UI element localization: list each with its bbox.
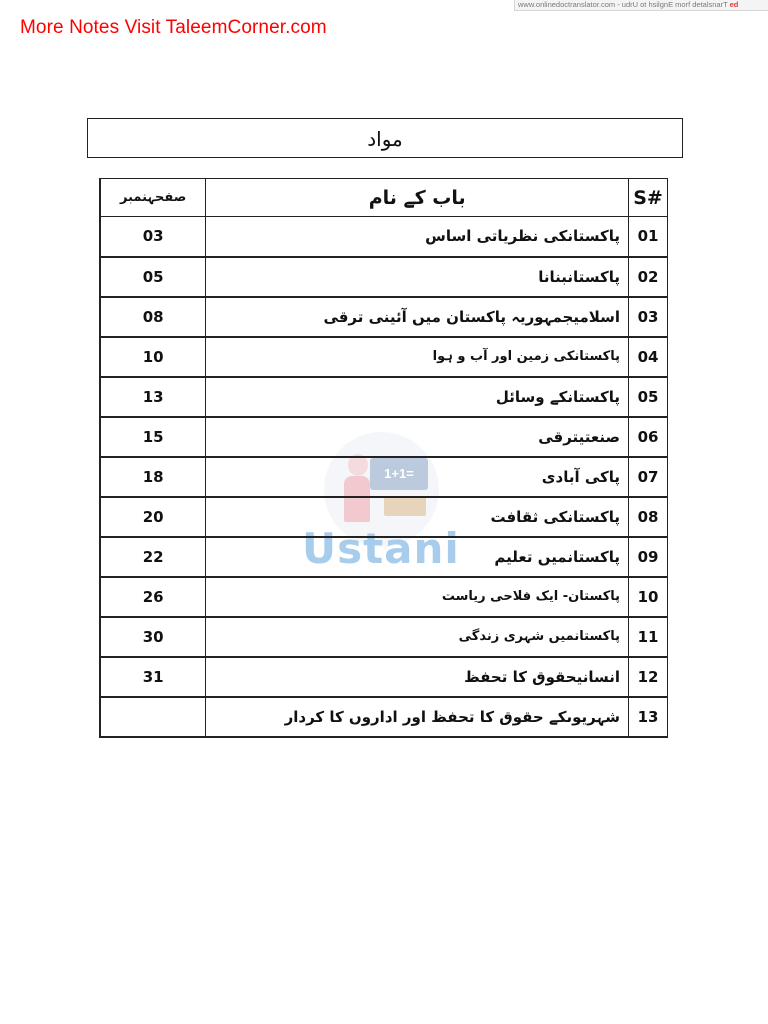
table-row [100, 497, 668, 537]
chapter-cell: اسلامیجمہوریہ پاکستان میں آئینی ترقی [206, 297, 629, 337]
chapter-cell: پاکستانمیں شہری زندگی [206, 617, 629, 657]
serial-cell: 11 [629, 617, 668, 657]
page-cell: 10 [100, 337, 206, 377]
page-cell: 30 [100, 617, 206, 657]
header-page-number: صفحہنمبر [100, 179, 206, 217]
watermark-brand: Ustani [302, 524, 460, 573]
serial-cell: 03 [629, 297, 668, 337]
table-row [100, 577, 668, 617]
serial-cell: 02 [629, 257, 668, 297]
page-cell: 31 [100, 657, 206, 697]
page-cell: 03 [100, 217, 206, 257]
serial-cell: 08 [629, 497, 668, 537]
promo-link[interactable]: More Notes Visit TaleemCorner.com [20, 17, 327, 38]
page-cell: 08 [100, 297, 206, 337]
serial-cell: 01 [629, 217, 668, 257]
serial-cell: 05 [629, 377, 668, 417]
chapter-cell: صنعتیترقی [206, 417, 629, 457]
table-row [100, 297, 668, 337]
serial-cell: 10 [629, 577, 668, 617]
serial-cell: 07 [629, 457, 668, 497]
table-header-row [100, 179, 668, 217]
watermark-board: 1+1= [370, 458, 428, 490]
page-cell: 18 [100, 457, 206, 497]
header-serial: S# [629, 179, 668, 217]
chapter-cell: پاکستانمیں تعلیم [206, 537, 629, 577]
table-row [100, 537, 668, 577]
page-cell: 22 [100, 537, 206, 577]
contents-table [99, 178, 668, 738]
page-title: مواد [87, 118, 683, 158]
header-chapter-name: باب کے نام [206, 179, 629, 217]
translator-banner[interactable] [514, 0, 768, 11]
translator-text: www.onlinedoctranslator.com - udrU ot hsilgnE morf detalsnarT [518, 0, 728, 9]
serial-cell: 12 [629, 657, 668, 697]
page-cell [100, 697, 206, 737]
table-row [100, 377, 668, 417]
page-cell: 26 [100, 577, 206, 617]
serial-cell: 13 [629, 697, 668, 737]
page-cell: 20 [100, 497, 206, 537]
table-row [100, 217, 668, 257]
table-row [100, 697, 668, 737]
chapter-cell: پاکی آبادی [206, 457, 629, 497]
chapter-cell: پاکستانکی نظریاتی اساس [206, 217, 629, 257]
table-row [100, 457, 668, 497]
page-cell: 05 [100, 257, 206, 297]
serial-cell: 04 [629, 337, 668, 377]
chapter-cell: پاکستانکی زمین اور آب و ہوا [206, 337, 629, 377]
serial-cell: 06 [629, 417, 668, 457]
chapter-cell: شہریوںکے حقوق کا تحفظ اور اداروں کا کردار [206, 697, 629, 737]
serial-cell: 09 [629, 537, 668, 577]
page-cell: 15 [100, 417, 206, 457]
page-cell: 13 [100, 377, 206, 417]
table-row [100, 257, 668, 297]
table-row [100, 337, 668, 377]
table-row [100, 617, 668, 657]
table-row [100, 417, 668, 457]
chapter-cell: انسانیحقوق کا تحفظ [206, 657, 629, 697]
translator-logo: ed [729, 0, 739, 9]
chapter-cell: پاکستانکی ثقافت [206, 497, 629, 537]
chapter-cell: پاکستانکے وسائل [206, 377, 629, 417]
table-row [100, 657, 668, 697]
chapter-cell: پاکستان- ایک فلاحی ریاست [206, 577, 629, 617]
chapter-cell: پاکستانبنانا [206, 257, 629, 297]
